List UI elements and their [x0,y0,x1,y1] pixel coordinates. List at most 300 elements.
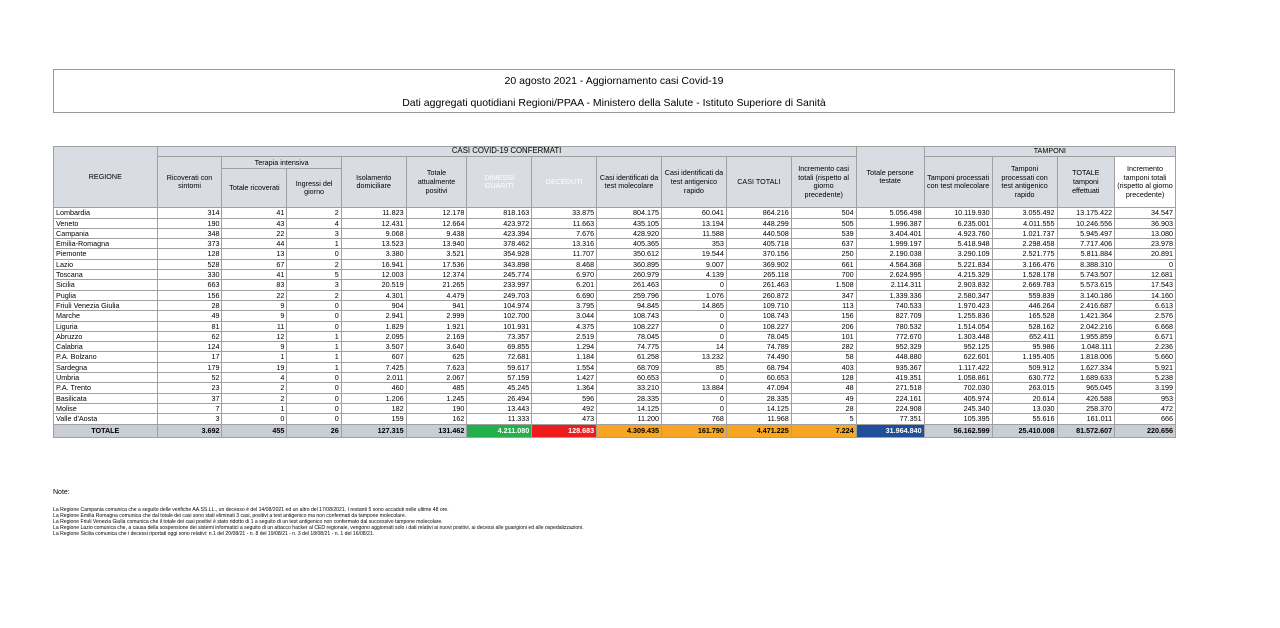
value-cell: 3 [287,280,341,290]
value-cell: 8.388.310 [1057,259,1115,269]
value-cell: 343.898 [467,259,532,269]
value-cell: 1.996.387 [856,218,924,228]
value-cell: 1.514.054 [924,321,992,331]
value-cell: 33.875 [532,208,597,218]
value-cell: 423.394 [467,228,532,238]
value-cell: 663 [157,280,222,290]
value-cell: 350.612 [597,249,662,259]
value-cell: 21.265 [406,280,467,290]
table-row [54,239,1176,249]
value-cell: 11.333 [467,414,532,424]
value-cell: 9.007 [661,259,726,269]
value-cell: 60.041 [661,208,726,218]
region-name-cell: Sicilia [54,280,158,290]
value-cell: 3.140.186 [1057,290,1115,300]
value-cell: 1.303.448 [924,331,992,341]
value-cell: 3.166.476 [992,259,1057,269]
value-cell: 3.290.109 [924,249,992,259]
region-name-cell: Marche [54,311,158,321]
header-ti-totale: Totale ricoverati [222,169,287,208]
value-cell: 5.573.615 [1057,280,1115,290]
value-cell: 370.156 [726,249,791,259]
value-cell: 23 [157,383,222,393]
total-value-cell: 131.462 [406,424,467,437]
note-line: La Regione Sicilia comunica che i decessi riportati oggi sono relativi: n.1 del 20/08/21 - n. 8 del 19/08/21 - n. 3 del 18/08/21 - n. 1 del 16/08/21. [53,531,375,538]
report-title: 20 agosto 2021 - Aggiornamento casi Covid-19 [504,75,724,87]
value-cell: 347 [791,290,856,300]
value-cell: 953 [1115,393,1176,403]
value-cell: 68.709 [597,362,662,372]
notes-label: Note: [53,489,70,496]
value-cell: 448.299 [726,218,791,228]
total-value-cell: 4.309.435 [597,424,662,437]
value-cell: 45.245 [467,383,532,393]
region-name-cell: Campania [54,228,158,238]
value-cell: 6.690 [532,290,597,300]
region-name-cell: Lazio [54,259,158,269]
value-cell: 1 [287,362,341,372]
value-cell: 5.811.884 [1057,249,1115,259]
table-row [54,280,1176,290]
value-cell: 1 [287,331,341,341]
value-cell: 5.945.497 [1057,228,1115,238]
region-name-cell: Basilicata [54,393,158,403]
header-ti-ingressi: Ingressi del giorno [287,169,341,208]
value-cell: 23.978 [1115,239,1176,249]
value-cell: 2.095 [341,331,406,341]
value-cell: 245.774 [467,270,532,280]
value-cell: 2.576 [1115,311,1176,321]
total-value-cell: 7.224 [791,424,856,437]
value-cell: 28.335 [726,393,791,403]
region-name-cell: Emilia-Romagna [54,239,158,249]
value-cell: 460 [341,383,406,393]
value-cell: 2.011 [341,373,406,383]
value-cell: 19 [222,362,287,372]
value-cell: 13.030 [992,403,1057,413]
value-cell: 182 [341,403,406,413]
value-cell: 68.794 [726,362,791,372]
value-cell: 448.880 [856,352,924,362]
value-cell: 3.199 [1115,383,1176,393]
value-cell: 622.601 [924,352,992,362]
value-cell: 369.902 [726,259,791,269]
value-cell: 72.681 [467,352,532,362]
value-cell: 61.258 [597,352,662,362]
value-cell: 12 [222,331,287,341]
value-cell: 14.125 [597,403,662,413]
value-cell: 0 [287,311,341,321]
value-cell: 3.380 [341,249,406,259]
value-cell: 1.076 [661,290,726,300]
value-cell: 1 [287,352,341,362]
value-cell: 94.845 [597,300,662,310]
value-cell: 4.215.329 [924,270,992,280]
value-cell: 2.669.783 [992,280,1057,290]
value-cell: 528 [157,259,222,269]
value-cell: 52 [157,373,222,383]
value-cell: 2.169 [406,331,467,341]
value-cell: 22 [222,290,287,300]
value-cell: 108.743 [726,311,791,321]
value-cell: 17.536 [406,259,467,269]
value-cell: 34.547 [1115,208,1176,218]
value-cell: 13.175.422 [1057,208,1115,218]
value-cell: 7.676 [532,228,597,238]
value-cell: 104.974 [467,300,532,310]
value-cell: 2.903.832 [924,280,992,290]
value-cell: 559.839 [992,290,1057,300]
value-cell: 0 [287,393,341,403]
total-value-cell: 455 [222,424,287,437]
total-row [54,424,1176,437]
value-cell: 28 [157,300,222,310]
value-cell: 101.931 [467,321,532,331]
value-cell: 109.710 [726,300,791,310]
value-cell: 156 [157,290,222,300]
value-cell: 20.891 [1115,249,1176,259]
value-cell: 10.246.556 [1057,218,1115,228]
table-row [54,331,1176,341]
value-cell: 37 [157,393,222,403]
value-cell: 827.709 [856,311,924,321]
value-cell: 0 [287,403,341,413]
table-row [54,342,1176,352]
value-cell: 13.523 [341,239,406,249]
value-cell: 224.908 [856,403,924,413]
value-cell: 10.119.930 [924,208,992,218]
covid-data-table [53,146,1176,438]
value-cell: 440.508 [726,228,791,238]
value-cell: 1.818.006 [1057,352,1115,362]
value-cell: 12.681 [1115,270,1176,280]
value-cell: 0 [661,373,726,383]
value-cell: 12.003 [341,270,406,280]
table-row [54,218,1176,228]
value-cell: 3.795 [532,300,597,310]
value-cell: 935.367 [856,362,924,372]
value-cell: 224.161 [856,393,924,403]
value-cell: 12.664 [406,218,467,228]
value-cell: 0 [222,414,287,424]
region-name-cell: Liguria [54,321,158,331]
value-cell: 505 [791,218,856,228]
value-cell: 4.923.760 [924,228,992,238]
value-cell: 354.928 [467,249,532,259]
value-cell: 804.175 [597,208,662,218]
value-cell: 77.351 [856,414,924,424]
total-value-cell: 4.211.080 [467,424,532,437]
value-cell: 4.479 [406,290,467,300]
header-tamponi-totale: TOTALE tamponi effettuati [1057,157,1115,208]
value-cell: 11.663 [532,218,597,228]
header-casi-confermati: CASI COVID-19 CONFERMATI [157,147,856,157]
value-cell: 509.912 [992,362,1057,372]
value-cell: 3.044 [532,311,597,321]
value-cell: 20.614 [992,393,1057,403]
value-cell: 446.264 [992,300,1057,310]
value-cell: 1.427 [532,373,597,383]
value-cell: 271.518 [856,383,924,393]
value-cell: 190 [406,403,467,413]
value-cell: 435.105 [597,218,662,228]
value-cell: 11 [222,321,287,331]
value-cell: 6.668 [1115,321,1176,331]
table-body [54,208,1176,437]
value-cell: 60.653 [597,373,662,383]
value-cell: 360.895 [597,259,662,269]
header-casi-antigenico: Casi identificati da test antigenico rapido [661,157,726,208]
value-cell: 73.357 [467,331,532,341]
value-cell: 504 [791,208,856,218]
table-row [54,393,1176,403]
value-cell: 1.339.336 [856,290,924,300]
total-label-cell: TOTALE [54,424,158,437]
value-cell: 1.970.423 [924,300,992,310]
value-cell: 36.903 [1115,218,1176,228]
value-cell: 473 [532,414,597,424]
value-cell: 1.255.836 [924,311,992,321]
header-tamponi: TAMPONI [924,147,1175,157]
value-cell: 245.340 [924,403,992,413]
value-cell: 14 [661,342,726,352]
value-cell: 7.717.406 [1057,239,1115,249]
value-cell: 5.221.834 [924,259,992,269]
value-cell: 1.245 [406,393,467,403]
value-cell: 0 [287,373,341,383]
table-row [54,270,1176,280]
value-cell: 492 [532,403,597,413]
value-cell: 265.118 [726,270,791,280]
region-name-cell: Umbria [54,373,158,383]
value-cell: 57.159 [467,373,532,383]
value-cell: 105.395 [924,414,992,424]
note-line: La Regione Emilia Romagna comunica che dal totale dei casi sono stati eliminati 3 casi, positivi a test antigenico ma non confermati da tampone molecolare. [53,513,407,520]
value-cell: 161.011 [1057,414,1115,424]
region-name-cell: P.A. Bolzano [54,352,158,362]
value-cell: 74.789 [726,342,791,352]
notes-block [53,507,584,537]
value-cell: 43 [222,218,287,228]
value-cell: 3 [287,228,341,238]
value-cell: 5.660 [1115,352,1176,362]
value-cell: 607 [341,352,406,362]
value-cell: 941 [406,300,467,310]
value-cell: 48 [791,383,856,393]
value-cell: 14.160 [1115,290,1176,300]
table-row [54,249,1176,259]
value-cell: 13.194 [661,218,726,228]
region-name-cell: Molise [54,403,158,413]
value-cell: 1.508 [791,280,856,290]
value-cell: 2.067 [406,373,467,383]
value-cell: 12.431 [341,218,406,228]
value-cell: 528.162 [992,321,1057,331]
value-cell: 26.494 [467,393,532,403]
value-cell: 16.941 [341,259,406,269]
table-row [54,311,1176,321]
value-cell: 1.117.422 [924,362,992,372]
value-cell: 1.195.405 [992,352,1057,362]
value-cell: 5 [791,414,856,424]
total-value-cell: 25.410.008 [992,424,1057,437]
value-cell: 13.940 [406,239,467,249]
value-cell: 261.463 [726,280,791,290]
value-cell: 81 [157,321,222,331]
value-cell: 661 [791,259,856,269]
value-cell: 258.370 [1057,403,1115,413]
value-cell: 1.021.737 [992,228,1057,238]
value-cell: 652.411 [992,331,1057,341]
value-cell: 74.775 [597,342,662,352]
region-name-cell: Veneto [54,218,158,228]
value-cell: 5.921 [1115,362,1176,372]
value-cell: 2.298.458 [992,239,1057,249]
value-cell: 250 [791,249,856,259]
value-cell: 3.404.401 [856,228,924,238]
value-cell: 1 [222,403,287,413]
value-cell: 0 [661,311,726,321]
value-cell: 330 [157,270,222,280]
value-cell: 3.640 [406,342,467,352]
value-cell: 2.114.311 [856,280,924,290]
value-cell: 233.997 [467,280,532,290]
value-cell: 1.554 [532,362,597,372]
value-cell: 12.178 [406,208,467,218]
value-cell: 4.011.555 [992,218,1057,228]
value-cell: 11.823 [341,208,406,218]
value-cell: 11.968 [726,414,791,424]
value-cell: 772.670 [856,331,924,341]
total-value-cell: 31.964.840 [856,424,924,437]
total-value-cell: 161.790 [661,424,726,437]
value-cell: 864.216 [726,208,791,218]
value-cell: 128 [791,373,856,383]
value-cell: 740.533 [856,300,924,310]
report-subtitle: Dati aggregati quotidiani Regioni/PPAA - Ministero della Salute - Istituto Superiore di Sanità [402,97,826,109]
value-cell: 0 [661,321,726,331]
value-cell: 49 [157,311,222,321]
header-dimessi: DIMESSI GUARITI [467,157,532,208]
region-name-cell: Toscana [54,270,158,280]
value-cell: 108.743 [597,311,662,321]
value-cell: 62 [157,331,222,341]
value-cell: 6.235.001 [924,218,992,228]
table-row [54,373,1176,383]
total-value-cell: 4.471.225 [726,424,791,437]
table-row [54,259,1176,269]
value-cell: 1.206 [341,393,406,403]
value-cell: 249.703 [467,290,532,300]
total-value-cell: 127.315 [341,424,406,437]
value-cell: 630.772 [992,373,1057,383]
value-cell: 74.490 [726,352,791,362]
value-cell: 9.438 [406,228,467,238]
region-name-cell: Sardegna [54,362,158,372]
value-cell: 0 [661,393,726,403]
value-cell: 1.689.633 [1057,373,1115,383]
value-cell: 2.190.038 [856,249,924,259]
table-row [54,300,1176,310]
value-cell: 4.375 [532,321,597,331]
header-ricoverati: Ricoverati con sintomi [157,157,222,208]
value-cell: 2.624.995 [856,270,924,280]
value-cell: 1.184 [532,352,597,362]
value-cell: 4.301 [341,290,406,300]
value-cell: 41 [222,208,287,218]
value-cell: 13.316 [532,239,597,249]
value-cell: 0 [661,331,726,341]
value-cell: 69.855 [467,342,532,352]
value-cell: 818.163 [467,208,532,218]
value-cell: 1.058.861 [924,373,992,383]
value-cell: 2 [222,393,287,403]
value-cell: 6.671 [1115,331,1176,341]
value-cell: 353 [661,239,726,249]
region-name-cell: Lombardia [54,208,158,218]
value-cell: 3 [157,414,222,424]
value-cell: 83 [222,280,287,290]
value-cell: 206 [791,321,856,331]
value-cell: 33.210 [597,383,662,393]
header-incremento-tamponi: Incremento tamponi totali (rispetto al giorno precedente) [1115,157,1176,208]
table-row [54,321,1176,331]
total-value-cell: 26 [287,424,341,437]
note-line: La Regione Lazio comunica che, a causa della sospensione dei sistemi informatici a seguito di un attacco hacker al CED regionale, vengono aggiornati solo i dati relativi ai nuovi positivi, ai decessi alle guarigioni ed alle ospedalizzazioni. [53,525,584,532]
table-row [54,352,1176,362]
value-cell: 13.080 [1115,228,1176,238]
value-cell: 5.238 [1115,373,1176,383]
value-cell: 4.564.368 [856,259,924,269]
region-name-cell: Puglia [54,290,158,300]
value-cell: 108.227 [597,321,662,331]
value-cell: 423.972 [467,218,532,228]
table-row [54,362,1176,372]
value-cell: 3.521 [406,249,467,259]
note-line: La Regione Friuli Venezia Giulia comunica che il totale dei casi positivi è stato ridotto di 1 a seguito di un test antigenico non confermato dal successivo tampone molecolare. [53,519,443,526]
value-cell: 2.416.687 [1057,300,1115,310]
value-cell: 78.045 [597,331,662,341]
value-cell: 637 [791,239,856,249]
value-cell: 2.042.216 [1057,321,1115,331]
value-cell: 1.528.178 [992,270,1057,280]
value-cell: 0 [287,383,341,393]
value-cell: 78.045 [726,331,791,341]
value-cell: 4 [287,218,341,228]
value-cell: 44 [222,239,287,249]
value-cell: 128 [157,249,222,259]
value-cell: 952.125 [924,342,992,352]
value-cell: 1.921 [406,321,467,331]
total-value-cell: 220.656 [1115,424,1176,437]
value-cell: 1.829 [341,321,406,331]
header-terapia-intensiva: Terapia intensiva [222,157,341,169]
value-cell: 8.468 [532,259,597,269]
value-cell: 1 [287,239,341,249]
total-value-cell: 3.692 [157,424,222,437]
value-cell: 9 [222,300,287,310]
value-cell: 2 [287,208,341,218]
value-cell: 7.425 [341,362,406,372]
header-deceduti: DECEDUTI [532,157,597,208]
value-cell: 13.443 [467,403,532,413]
value-cell: 965.045 [1057,383,1115,393]
value-cell: 1.294 [532,342,597,352]
value-cell: 780.532 [856,321,924,331]
value-cell: 9.068 [341,228,406,238]
region-name-cell: Valle d'Aosta [54,414,158,424]
value-cell: 4 [222,373,287,383]
